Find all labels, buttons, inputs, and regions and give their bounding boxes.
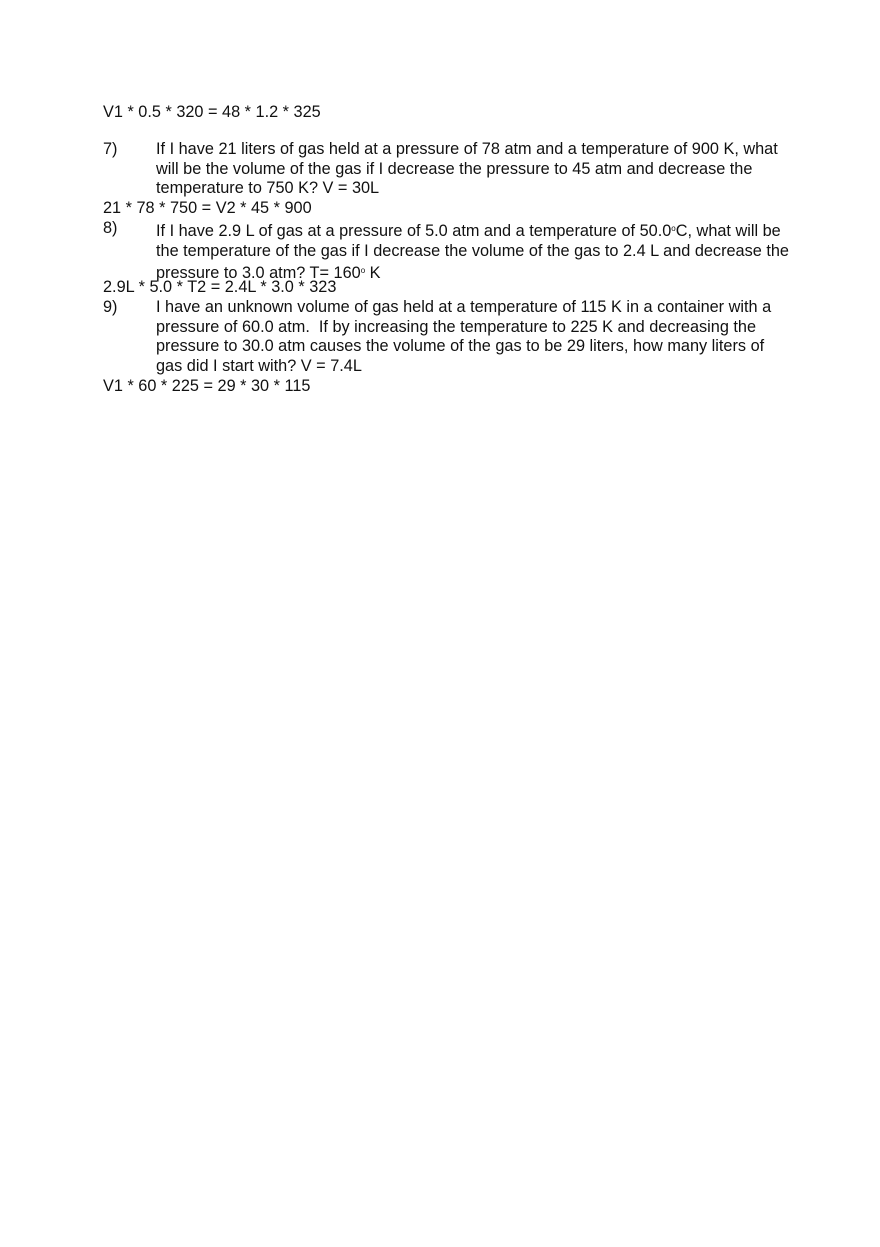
problem-7 (103, 140, 793, 199)
problem-text (156, 219, 793, 284)
problem-number: 9) (103, 298, 118, 316)
problem-number: 8) (103, 219, 118, 237)
work-line-top: V1 * 0.5 * 320 = 48 * 1.2 * 325 (103, 103, 321, 121)
text-part: K (365, 264, 381, 283)
text-part: C, what will be the temperature of the gas if I decrease the volume of the gas to 2.4 L and decrease the pressure to 3.0 atm? T= 160 (156, 222, 789, 283)
degree-symbol: o (671, 224, 676, 233)
work-line-9: V1 * 60 * 225 = 29 * 30 * 115 (103, 377, 311, 395)
text-part: If I have 2.9 L of gas at a pressure of 5.0 atm and a temperature of 50.0 (156, 222, 672, 240)
problem-text: I have an unknown volume of gas held at a temperature of 115 K in a container with a pressure of 60.0 atm. If by increasing the temperature to 225 K and decreasing the pressure to 30.0 atm causes the volume of the gas to be 29 liters, how many liters of gas did I start with? V = 7.4L (156, 298, 776, 375)
problem-text: If I have 21 liters of gas held at a pressure of 78 atm and a temperature of 900 K, what will be the volume of the gas if I decrease the pressure to 45 atm and decrease the temperature to 750 K? V = 30L (156, 140, 778, 198)
work-line-8: 2.9L * 5.0 * T2 = 2.4L * 3.0 * 323 (103, 278, 337, 296)
degree-symbol: o (360, 266, 366, 276)
work-line-7: 21 * 78 * 750 = V2 * 45 * 900 (103, 199, 312, 217)
problem-8 (103, 219, 793, 284)
problem-number: 7) (103, 140, 118, 158)
problem-9 (103, 298, 793, 376)
